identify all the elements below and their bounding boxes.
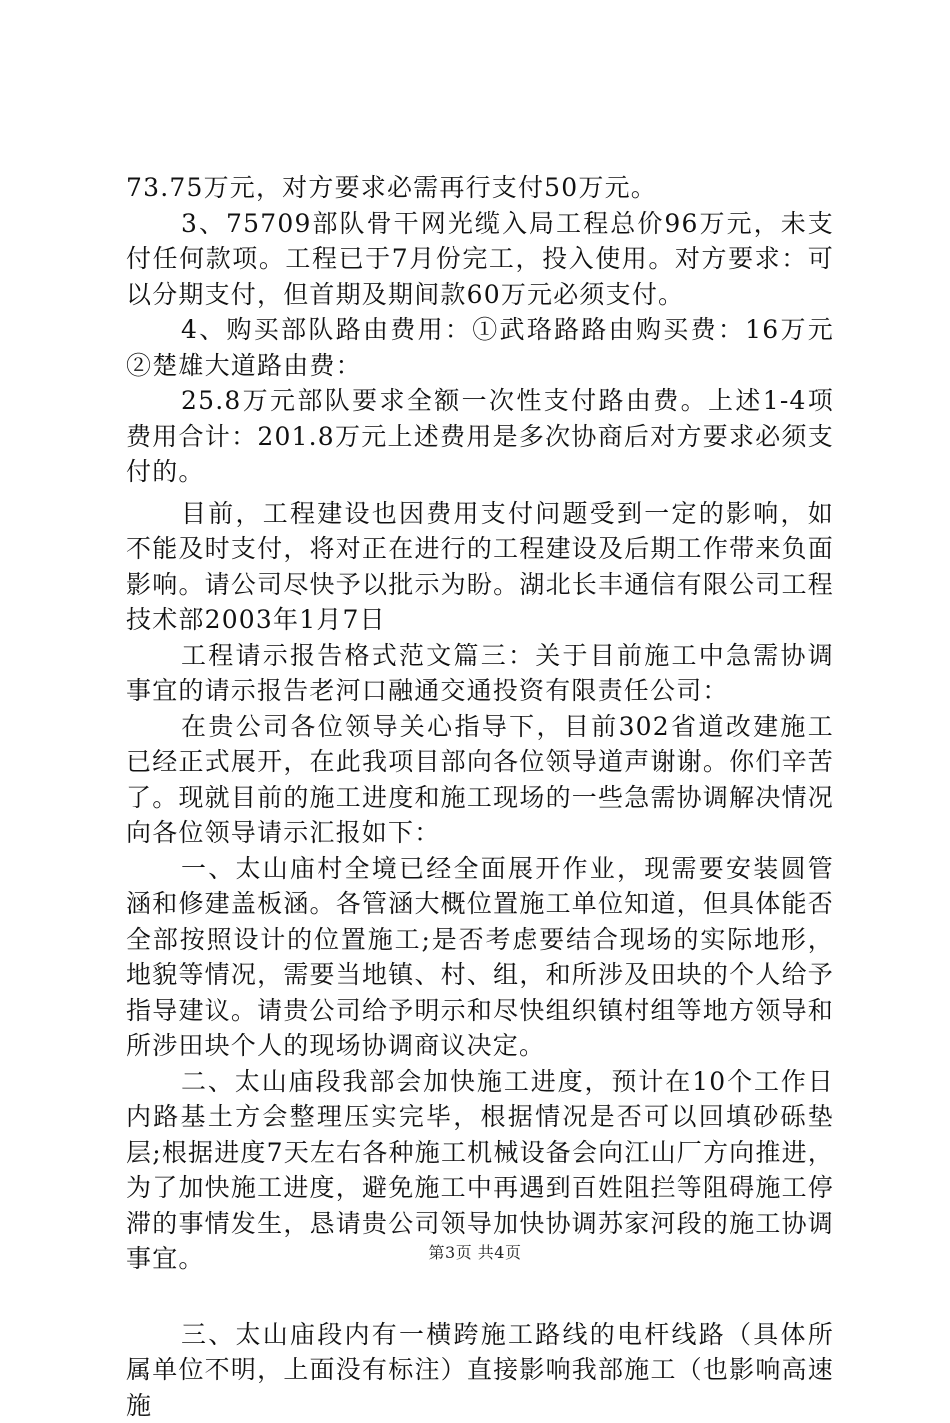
paragraph-4: 25.8万元部队要求全额一次性支付路由费。上述1-4项费用合计：201.8万元上述费用是多次协商后对方要求必须支付的。 — [126, 383, 834, 490]
paragraph-2: 3、75709部队骨干网光缆入局工程总价96万元，未支付任何款项。工程已于7月份完工，投入使用。对方要求：可以分期支付，但首期及期间款60万元必须支付。 — [126, 206, 834, 313]
paragraph-10: 三、太山庙段内有一横跨施工路线的电杆线路（具体所属单位不明，上面没有标注）直接影响我部施工（也影响高速施 — [126, 1317, 834, 1423]
page-number-footer: 第3页 共4页 — [0, 1243, 950, 1263]
paragraph-3: 4、购买部队路由费用：①武珞路路由购买费：16万元②楚雄大道路由费： — [126, 312, 834, 383]
paragraph-9: 二、太山庙段我部会加快施工进度，预计在10个工作日内路基土方会整理压实完毕，根据情况是否可以回填砂砾垫层;根据进度7天左右各种施工机械设备会向江山厂方向推进，为了加快施工进度，避免施工中再遇到百姓阻拦等阻碍施工停滞的事情发生，恳请贵公司领导加快协调苏家河段的施工协调事宜。 — [126, 1064, 834, 1277]
paragraph-7: 在贵公司各位领导关心指导下，目前302省道改建施工已经正式展开，在此我项目部向各位领导道声谢谢。你们辛苦了。现就目前的施工进度和施工现场的一些急需协调解决情况向各位领导请示汇报如下： — [126, 709, 834, 851]
paragraph-6: 工程请示报告格式范文篇三：关于目前施工中急需协调事宜的请示报告老河口融通交通投资有限责任公司： — [126, 638, 834, 709]
paragraph-5: 目前，工程建设也因费用支付问题受到一定的影响，如不能及时支付，将对正在进行的工程建设及后期工作带来负面影响。请公司尽快予以批示为盼。湖北长丰通信有限公司工程技术部2003年1月7日 — [126, 496, 834, 638]
document-body — [126, 170, 834, 1423]
paragraph-1: 73.75万元，对方要求必需再行支付50万元。 — [126, 170, 834, 206]
paragraph-8: 一、太山庙村全境已经全面展开作业，现需要安装圆管涵和修建盖板涵。各管涵大概位置施工单位知道，但具体能否全部按照设计的位置施工;是否考虑要结合现场的实际地形，地貌等情况，需要当地镇、村、组，和所涉及田块的个人给予指导建议。请贵公司给予明示和尽快组织镇村组等地方领导和所涉田块个人的现场协调商议决定。 — [126, 851, 834, 1064]
